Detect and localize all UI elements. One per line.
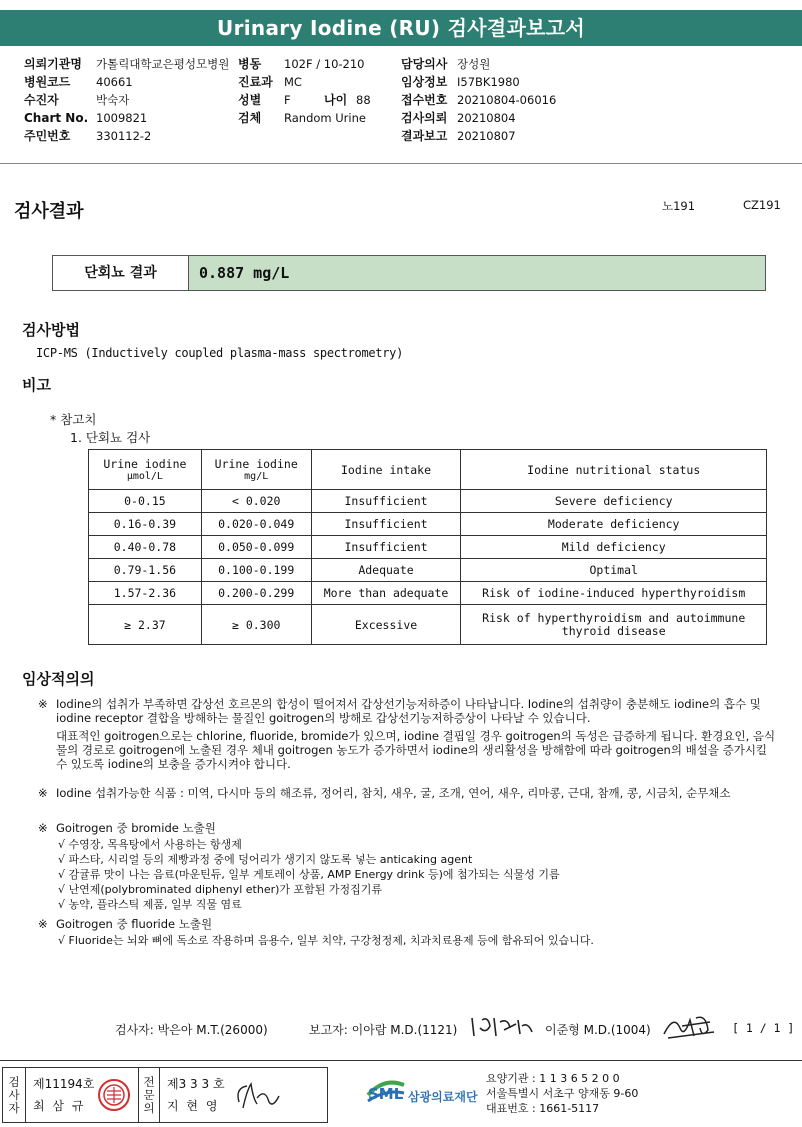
organization-name: 삼광의료재단: [408, 1090, 478, 1104]
info-column-2: [238, 55, 398, 127]
clinical-paragraph-3: [38, 821, 778, 835]
table-cell: Mild deficiency: [461, 536, 767, 559]
organization-address: 서울특별시 서초구 양재동 9-60: [486, 1087, 639, 1100]
list-item: √ 난연제(polybrominated diphenyl ether)가 포함된 가정집기류: [58, 883, 383, 896]
column-header: Iodine intake: [311, 450, 461, 490]
page-indicator: [ 1 / 1 ]: [732, 1021, 795, 1035]
table-header-row: [89, 450, 767, 490]
table-cell: Severe deficiency: [461, 490, 767, 513]
info-label: 접수번호: [401, 93, 448, 107]
organization-phone: 대표번호 : 1661-5117: [486, 1102, 600, 1115]
table-cell: ≥ 2.37: [89, 605, 202, 645]
list-item: √ 감귤류 맛이 나는 음료(마운틴듀, 일부 게토레이 상품, AMP Energy drink 등)에 첨가되는 식물성 기름: [58, 868, 560, 881]
table-cell: Insufficient: [311, 490, 461, 513]
info-label: 수진자: [24, 93, 59, 107]
table-cell: Risk of iodine-induced hyperthyroidism: [461, 582, 767, 605]
reference-subtitle: 1. 단회뇨 검사: [70, 430, 151, 445]
column-header: [201, 450, 311, 490]
tester-name: 최 삼 규: [33, 1099, 86, 1113]
reference-mark: ※: [38, 697, 48, 711]
table-row: [89, 490, 767, 513]
list-item: √ 농약, 플라스틱 제품, 일부 직물 염료: [58, 898, 242, 911]
reporter-signature-1: 보고자: 이아람 M.D.(1121): [309, 1023, 458, 1037]
info-value: 40661: [96, 75, 133, 89]
clinical-paragraph-1: [38, 697, 778, 771]
specialist-vertical-label: [142, 1076, 156, 1115]
result-label: 단회뇨 결과: [53, 256, 189, 290]
info-label: 결과보고: [401, 129, 448, 143]
specialist-name: 지 현 영: [167, 1099, 220, 1113]
info-value: 20210807: [457, 129, 516, 143]
table-cell: 0.40-0.78: [89, 536, 202, 559]
info-label: 검체: [238, 111, 262, 125]
table-cell: ≥ 0.300: [201, 605, 311, 645]
info-label: 검사의뢰: [401, 111, 448, 125]
divider: [0, 163, 802, 164]
clinical-subtitle: Goitrogen 중 fluoride 노출원: [56, 917, 213, 931]
list-item: √ 수영장, 목욕탕에서 사용하는 항생제: [58, 838, 242, 851]
info-value: MC: [284, 75, 302, 89]
handwritten-signature-2: [660, 1010, 720, 1042]
report-title: Urinary Iodine (RU) 검사결과보고서: [0, 10, 802, 46]
info-value: I57BK1980: [457, 75, 520, 89]
table-row: [89, 582, 767, 605]
clinical-paragraph-2: [38, 786, 778, 800]
info-value: 박숙자: [96, 93, 130, 107]
organization-code: 요양기관 : 1 1 3 6 5 2 0 0: [486, 1072, 620, 1085]
method-title: 검사방법: [22, 321, 80, 339]
table-row: [89, 605, 767, 645]
clinical-subtitle: Goitrogen 중 bromide 노출원: [56, 821, 216, 835]
info-column-3: [401, 55, 651, 145]
vertical-char: 자: [8, 1101, 20, 1115]
info-label: Chart No.: [24, 111, 89, 125]
table-row: [89, 559, 767, 582]
reference-mark: ※: [38, 917, 48, 931]
result-section-title: 검사결과: [14, 201, 84, 222]
table-cell: 1.57-2.36: [89, 582, 202, 605]
info-label: 담당의사: [401, 57, 448, 71]
table-cell: 0.79-1.56: [89, 559, 202, 582]
result-value: 0.887 mg/L: [189, 256, 765, 290]
info-value: Random Urine: [284, 111, 366, 125]
tester-license: 제11194호: [33, 1077, 95, 1091]
table-row: [89, 513, 767, 536]
info-value: 102F / 10-210: [284, 57, 365, 71]
reporter-signature-2: 이준형 M.D.(1004): [545, 1023, 651, 1037]
remarks-title: 비고: [22, 376, 51, 394]
column-header-main: Urine iodine: [214, 457, 298, 471]
age-value: 88: [356, 93, 371, 107]
table-row: [89, 536, 767, 559]
column-header-unit: mg/L: [244, 471, 269, 482]
info-label: 성별: [238, 93, 262, 107]
clinical-title: 임상적의의: [22, 670, 95, 688]
clinical-paragraph-4: [38, 917, 778, 931]
specialist-signature-icon: [233, 1078, 283, 1114]
vertical-char: 검: [8, 1075, 20, 1089]
reference-table: [88, 449, 767, 645]
clinical-text: Iodine의 섭취가 부족하면 갑상선 호르몬의 합성이 떨어져서 갑상선기능저하증이 나타납니다. Iodine의 섭취량이 충분해도 iodine의 흡수 및 iodine receptor 결합을 방해하는 물질인 goitrogen의 방해로 갑상선기능저하증상이 나타날 수 있습니다.: [56, 697, 761, 725]
table-cell: Risk of hyperthyroidism and autoimmune thyroid disease: [461, 605, 767, 645]
table-cell: 0.200-0.299: [201, 582, 311, 605]
info-label: 임상정보: [401, 75, 448, 89]
tester-signature: 검사자: 박은아 M.T.(26000): [115, 1023, 268, 1037]
logo-text: SML: [368, 1085, 404, 1103]
vertical-char: 문: [143, 1088, 155, 1102]
certification-box: [2, 1067, 328, 1123]
column-header: [89, 450, 202, 490]
age-label: 나이: [324, 93, 348, 107]
column-header: Iodine nutritional status: [461, 450, 767, 490]
tester-vertical-label: [7, 1076, 21, 1115]
info-label: 주민번호: [24, 129, 71, 143]
specialist-license: 제3 3 3 호: [167, 1077, 225, 1091]
table-cell: More than adequate: [311, 582, 461, 605]
vertical-char: 사: [8, 1088, 20, 1102]
official-seal-icon: [97, 1078, 131, 1112]
table-cell: Optimal: [461, 559, 767, 582]
reference-mark: ※: [38, 786, 48, 800]
column-header-unit: μmol/L: [126, 471, 163, 482]
table-cell: Adequate: [311, 559, 461, 582]
info-value: 20210804: [457, 111, 516, 125]
result-box: [52, 255, 766, 291]
table-cell: Insufficient: [311, 513, 461, 536]
handwritten-signature-1: [468, 1012, 536, 1040]
clinical-text: 대표적인 goitrogen으로는 chlorine, fluoride, bromide가 있으며, iodine 결핍일 경우 goitrogen의 독성은 급증하게 됩니다. 환경요인, 음식물의 경로로 goitrogen에 노출된 경우 체내 goitrogen 농도가 증가하면서 iodine의 생리활성을 방해함에 따라 goitrogen의 배설을 증가시킬 수 있도록 iodine의 보충을 증가시켜야 합니다.: [56, 729, 776, 771]
vertical-char: 의: [143, 1101, 155, 1115]
info-value: 장성원: [457, 57, 491, 71]
info-label: 병동: [238, 57, 262, 71]
column-header-main: Urine iodine: [103, 457, 187, 471]
info-label: 병원코드: [24, 75, 71, 89]
list-item: √ Fluoride는 뇌와 뼈에 독소로 작용하며 음용수, 일부 치약, 구강청정제, 치과치료용제 등에 함유되어 있습니다.: [58, 934, 594, 947]
vertical-char: 전: [143, 1075, 155, 1089]
info-value: 330112-2: [96, 129, 152, 143]
table-cell: 0-0.15: [89, 490, 202, 513]
clinical-text: Iodine 섭취가능한 식품 : 미역, 다시마 등의 해조류, 정어리, 참치, 새우, 굴, 조개, 연어, 새우, 리마콩, 근대, 참깨, 콩, 시금치, 순무채소: [56, 786, 731, 800]
info-label: 진료과: [238, 75, 273, 89]
table-cell: 0.100-0.199: [201, 559, 311, 582]
table-cell: < 0.020: [201, 490, 311, 513]
table-cell: 0.16-0.39: [89, 513, 202, 536]
table-cell: 0.020-0.049: [201, 513, 311, 536]
reference-mark: ※: [38, 821, 48, 835]
table-cell: Insufficient: [311, 536, 461, 559]
organization-info: [486, 1071, 638, 1116]
footer-stamp-area: [0, 1060, 802, 1127]
method-text: ICP-MS (Inductively coupled plasma-mass spectrometry): [36, 346, 404, 360]
list-item: √ 파스타, 시리얼 등의 제빵과정 중에 덩어리가 생기지 않도록 넣는 anticaking agent: [58, 853, 473, 866]
reference-title: * 참고치: [50, 412, 97, 427]
table-cell: Excessive: [311, 605, 461, 645]
result-code-1: 노191: [662, 199, 696, 213]
table-cell: 0.050-0.099: [201, 536, 311, 559]
info-value: F: [284, 93, 291, 107]
table-cell: Moderate deficiency: [461, 513, 767, 536]
info-label: 의뢰기관명: [24, 57, 82, 71]
result-code-2: CZ191: [743, 198, 781, 212]
info-value: 1009821: [96, 111, 148, 125]
info-value: 20210804-06016: [457, 93, 557, 107]
info-value: 가톨릭대학교은평성모병원: [96, 57, 230, 71]
